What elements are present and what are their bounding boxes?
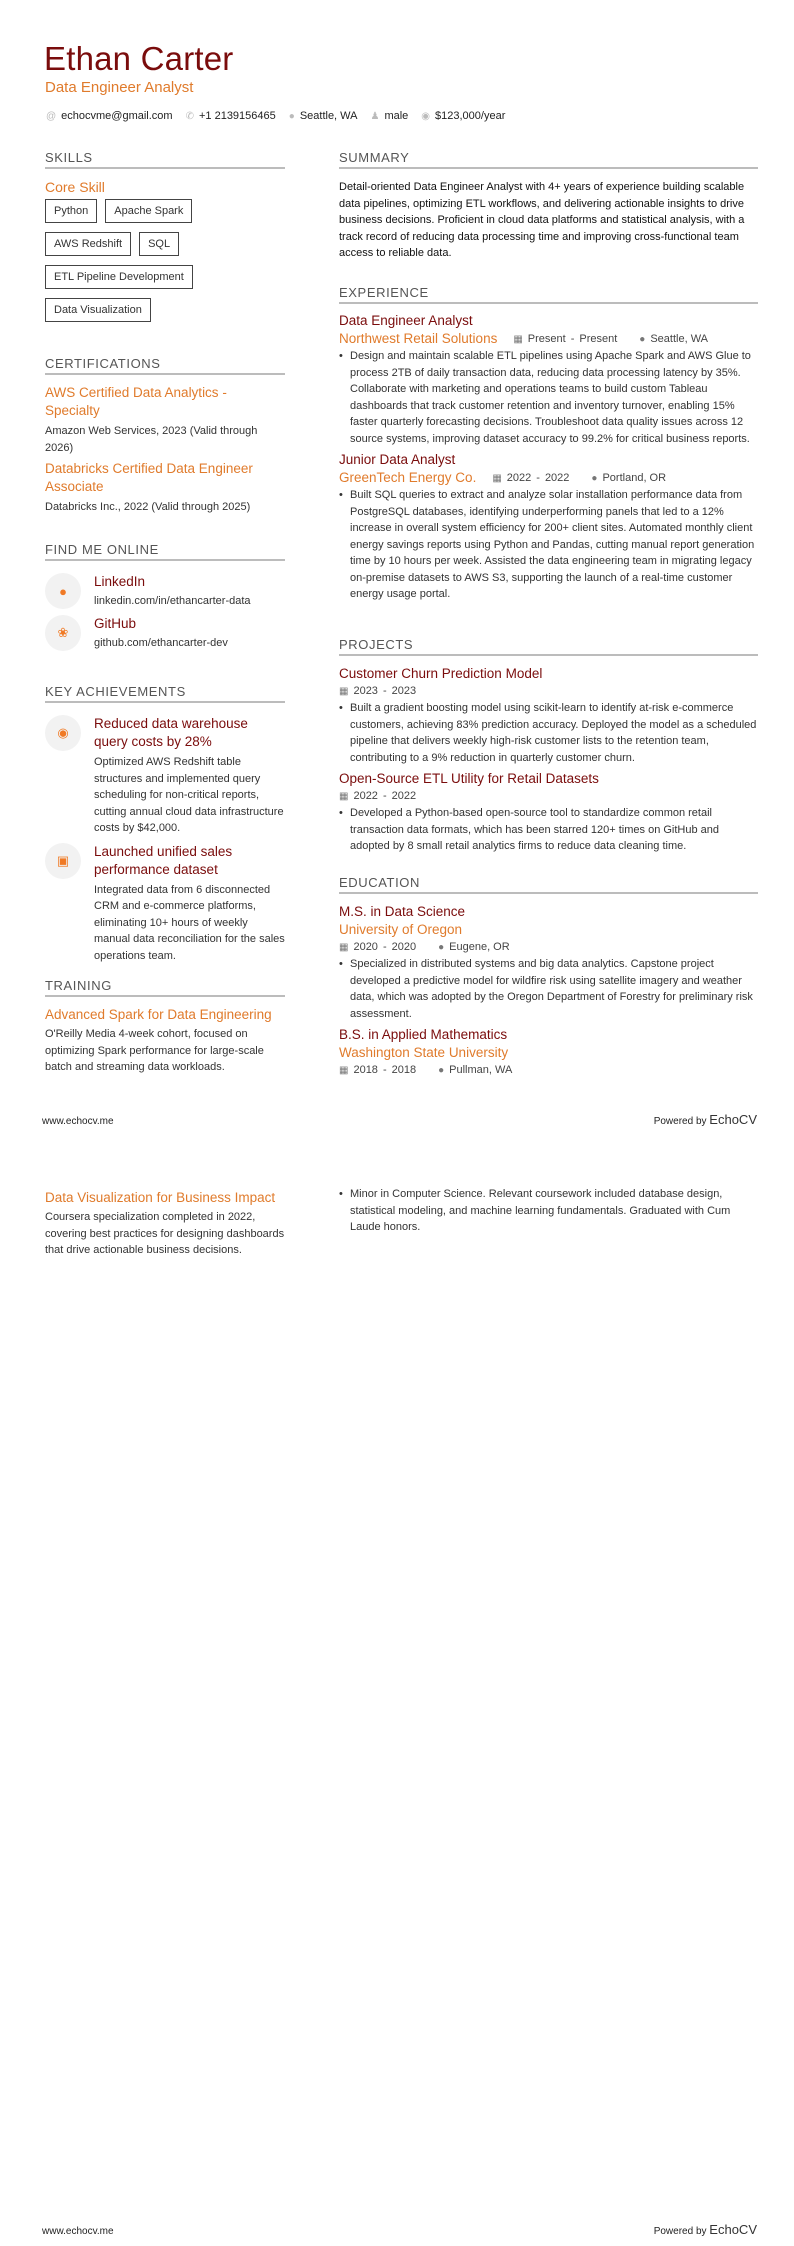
experience-item: Data Engineer Analyst Northwest Retail Solutions ▦ Present - Present ● Seattle, WA • Design and maintain scalable ETL pipelines using Apache Spark and AWS Glue to process 2TB of daily transaction data, reducing data processing latency by 35%. Collaborate with marketing and operations teams to build custom Tableau dashboards that track customer retention and inventory turnover, enabling 15% faster quarterly forecasting decisions. Troubleshoot data quality issues across 12 source systems, improving dataset accuracy to 99.2% for critical business reports. [339, 312, 758, 447]
cert-detail: Amazon Web Services, 2023 (Valid through 2026) [45, 425, 258, 454]
start-date: 2020 [353, 941, 378, 953]
online-url[interactable]: github.com/ethancarter-dev [94, 636, 228, 649]
achievement-item [45, 715, 285, 837]
section-heading: KEY ACHIEVEMENTS [45, 684, 285, 703]
section-heading: EDUCATION [339, 875, 758, 894]
degree: B.S. in Applied Mathematics [339, 1027, 508, 1042]
powered-by-label: Powered by [653, 2226, 707, 2237]
job-bullet: • Design and maintain scalable ETL pipelines using Apache Spark and AWS Glue to process 2TB of daily transaction data, reducing data processing latency by 35%. Collaborate with marketing and operations teams to build custom Tableau dashboards that track customer retention and inventory turnover, enabling 15% faster quarterly forecasting decisions. Troubleshoot data quality issues across 12 source systems, improving dataset accuracy to 99.2% for critical business reports. [339, 348, 758, 447]
contact-location: Seattle, WA [299, 110, 358, 122]
job-location: Seattle, WA [650, 332, 709, 345]
achievement-title: Reduced data warehouse query costs by 28% [94, 716, 248, 749]
job-title: Data Engineer Analyst [339, 313, 473, 328]
powered-by-label: Powered by [653, 1116, 707, 1127]
section-heading: TRAINING [45, 978, 285, 997]
school-location: Pullman, WA [449, 1064, 513, 1076]
end-date: 2022 [391, 790, 417, 802]
school: Washington State University [339, 1045, 509, 1060]
phone-icon: ✆ [185, 110, 194, 122]
github-icon: ❀ [45, 615, 81, 651]
skill-chip: Python [45, 199, 97, 223]
achievement-title: Launched unified sales performance dataset [94, 843, 233, 877]
skill-chip: SQL [139, 232, 179, 256]
end-date: 2022 [544, 471, 570, 484]
online-item-github[interactable] [45, 615, 285, 652]
location-icon: ● [639, 333, 646, 345]
job-location: Portland, OR [602, 471, 667, 484]
education-section-continued [339, 1186, 758, 1236]
skill-chip: AWS Redshift [45, 232, 131, 256]
contact-row [46, 110, 505, 122]
training-text: O'Reilly Media 4-week cohort, focused on optimizing Spark performance for large-scale batch and streaming data workloads. [45, 1028, 264, 1073]
echocv-brand: EchoCV [709, 2222, 757, 2237]
calendar-icon: ▦ [339, 686, 349, 697]
candidate-title: Data Engineer Analyst [45, 79, 194, 96]
start-date: 2022 [353, 790, 378, 802]
contact-phone[interactable]: +1 2139156465 [198, 110, 276, 122]
project-item: Customer Churn Prediction Model ▦ 2023 - 2023 • Built a gradient boosting model using scikit-learn to identify at-risk e-commerce customers, achieving 83% prediction accuracy. Deployed the model as a scheduled pipeline that delivers weekly high-risk customer lists to the retention team, contributing to a 9% reduction in quarterly customer churn. [339, 665, 758, 766]
training-title: Advanced Spark for Data Engineering [45, 1007, 272, 1022]
achievement-text: Integrated data from 6 disconnected CRM and e-commerce platforms, eliminating 10+ hours of weekly manual data reconciliation for the sales operations team. [94, 883, 285, 962]
end-date: 2023 [391, 685, 417, 697]
footer-powered[interactable] [654, 2222, 757, 2237]
footer-site[interactable]: www.echocv.me [42, 2226, 114, 2237]
projects-section [339, 637, 758, 855]
at-icon: @ [46, 110, 57, 122]
skill-chip: Data Visualization [45, 298, 151, 322]
cert-detail: Databricks Inc., 2022 (Valid through 2025) [45, 501, 251, 513]
end-date: 2018 [391, 1064, 417, 1076]
online-name: GitHub [94, 615, 137, 631]
experience-section [339, 285, 758, 603]
project-bullet: • Built a gradient boosting model using scikit-learn to identify at-risk e-commerce customers, achieving 83% prediction accuracy. Deployed the model as a scheduled pipeline that delivers weekly high-risk customer lists to the retention team, contributing to a 9% reduction in quarterly customer churn. [339, 700, 758, 766]
skill-chip: Apache Spark [105, 199, 192, 223]
experience-item: Junior Data Analyst GreenTech Energy Co. ▦ 2022 - 2022 ● Portland, OR • Built SQL queries to extract and analyze solar installation performance data from PostgreSQL databases, identifying underperforming panels that led to a 12% increase in overall system efficiency for 200+ client sites. Automated monthly client energy savings reports using Python and Pandas, cutting manual report generation time by 10 hours per week. Assisted the data engineering team in migrating legacy on-premise datasets to AWS S3, supporting the launch of a real-time customer energy usage portal. [339, 451, 758, 603]
section-heading: EXPERIENCE [339, 285, 758, 304]
contact-salary: $123,000/year [435, 110, 506, 122]
start-date: Present [527, 332, 566, 345]
section-heading: FIND ME ONLINE [45, 542, 285, 561]
section-heading: PROJECTS [339, 637, 758, 656]
training-section-continued [45, 1189, 285, 1259]
achievements-section [45, 684, 285, 964]
calendar-icon: ▦ [339, 942, 349, 953]
location-icon: ● [438, 942, 445, 953]
project-title: Customer Churn Prediction Model [339, 666, 543, 681]
online-item-linkedin[interactable] [45, 573, 285, 610]
calendar-icon: ▦ [339, 791, 349, 802]
job-title: Junior Data Analyst [339, 452, 456, 467]
location-icon: ● [438, 1065, 445, 1076]
training-section [45, 978, 285, 1076]
project-item: Open-Source ETL Utility for Retail Datasets ▦ 2022 - 2022 • Developed a Python-based open-source tool to standardize common retail transaction data formats, which has been starred 120+ times on GitHub and adopted by 8 small retail analytics firms to reduce data cleaning time. [339, 770, 758, 855]
section-heading: CERTIFICATIONS [45, 356, 285, 375]
cert-title: Databricks Certified Data Engineer Associate [45, 461, 253, 494]
location-icon: ● [591, 472, 598, 484]
contact-gender: male [384, 110, 409, 122]
training-title: Data Visualization for Business Impact [45, 1190, 276, 1205]
start-date: 2018 [353, 1064, 378, 1076]
contact-email[interactable]: echocvme@gmail.com [61, 110, 173, 122]
school: University of Oregon [339, 922, 463, 937]
end-date: 2020 [391, 941, 417, 953]
calendar-icon: ▦ [492, 472, 502, 484]
end-date: Present [579, 332, 618, 345]
skills-section [45, 150, 285, 322]
online-section [45, 542, 285, 651]
footer-site[interactable]: www.echocv.me [42, 1116, 114, 1127]
degree: M.S. in Data Science [339, 904, 466, 919]
salary-icon: ◉ [421, 110, 431, 122]
calendar-icon: ▦ [339, 1065, 349, 1076]
education-section [339, 875, 758, 1079]
resume-page-2 [0, 1123, 794, 2246]
achievement-item [45, 843, 285, 965]
training-text: Coursera specialization completed in 2022, covering best practices for designing dashboards that drive actionable business decisions. [45, 1211, 285, 1256]
education-bullet: • Specialized in distributed systems and big data analytics. Capstone project developed a predictive model for wildfire risk using satellite imagery and weather data, which was adopted by the Oregon Department of Forestry for preliminary risk assessment. [339, 956, 758, 1022]
project-bullet: • Developed a Python-based open-source tool to standardize common retail transaction data formats, which has been starred 120+ times on GitHub and adopted by 8 small retail analytics firms to reduce data cleaning time. [339, 805, 758, 855]
start-date: 2022 [506, 471, 532, 484]
project-title: Open-Source ETL Utility for Retail Datasets [339, 771, 599, 786]
linkedin-icon: ● [45, 573, 81, 609]
section-heading: SUMMARY [339, 150, 758, 169]
archive-icon: ▣ [45, 843, 81, 879]
skill-chips [45, 199, 245, 322]
education-item: M.S. in Data Science University of Oregon ▦ 2020 - 2020 ● Eugene, OR • Specialized in distributed systems and big data analytics. Capstone project developed a predictive model for wildfire risk using satellite imagery and weather data, which was adopted by the Oregon Department of Forestry for preliminary risk assessment. [339, 903, 758, 1022]
certifications-section [45, 356, 285, 516]
section-heading: SKILLS [45, 150, 285, 169]
summary-section [339, 150, 758, 262]
echocv-brand: EchoCV [709, 1112, 757, 1127]
online-url[interactable]: linkedin.com/in/ethancarter-data [94, 595, 251, 607]
education-bullet: • Minor in Computer Science. Relevant coursework included database design, statistical modeling, and machine learning fundamentals. Graduated with Cum Laude honors. [339, 1186, 758, 1236]
school-location: Eugene, OR [449, 941, 510, 953]
start-date: 2023 [353, 685, 378, 697]
achievement-text: Optimized AWS Redshift table structures and implemented query scheduling for non-critical reports, cutting annual cloud data infrastructure costs by $42,000. [94, 756, 284, 834]
person-icon: ♟ [370, 110, 380, 122]
camera-icon: ◉ [45, 715, 81, 751]
skill-chip: ETL Pipeline Development [45, 265, 193, 289]
candidate-name: Ethan Carter [44, 40, 234, 77]
job-bullet: • Built SQL queries to extract and analyze solar installation performance data from PostgreSQL databases, identifying underperforming panels that led to a 12% increase in overall system efficiency for 200+ client sites. Automated monthly client energy savings reports using Python and Pandas, cutting manual report generation time by 10 hours per week. Assisted the data engineering team in migrating legacy on-premise datasets to AWS S3, supporting the launch of a real-time customer energy usage portal. [339, 487, 758, 603]
skill-group-title: Core Skill [45, 179, 105, 195]
calendar-icon: ▦ [513, 333, 523, 345]
education-item: B.S. in Applied Mathematics Washington State University ▦ 2018 - 2018 ● Pullman, WA [339, 1026, 758, 1079]
summary-text: Detail-oriented Data Engineer Analyst with 4+ years of experience building scalable data pipelines, optimizing ETL workflows, and delivering actionable insights to drive business decisions. Proficient in cloud data platforms and statistical analysis, with a track record of reducing data processing time and improving cross-functional team access to reliable data. [339, 181, 745, 259]
cert-title: AWS Certified Data Analytics - Specialty [45, 385, 227, 418]
online-name: LinkedIn [94, 574, 146, 589]
company-name: GreenTech Energy Co. [339, 470, 477, 485]
company-name: Northwest Retail Solutions [339, 331, 498, 346]
location-icon: ● [288, 110, 295, 122]
